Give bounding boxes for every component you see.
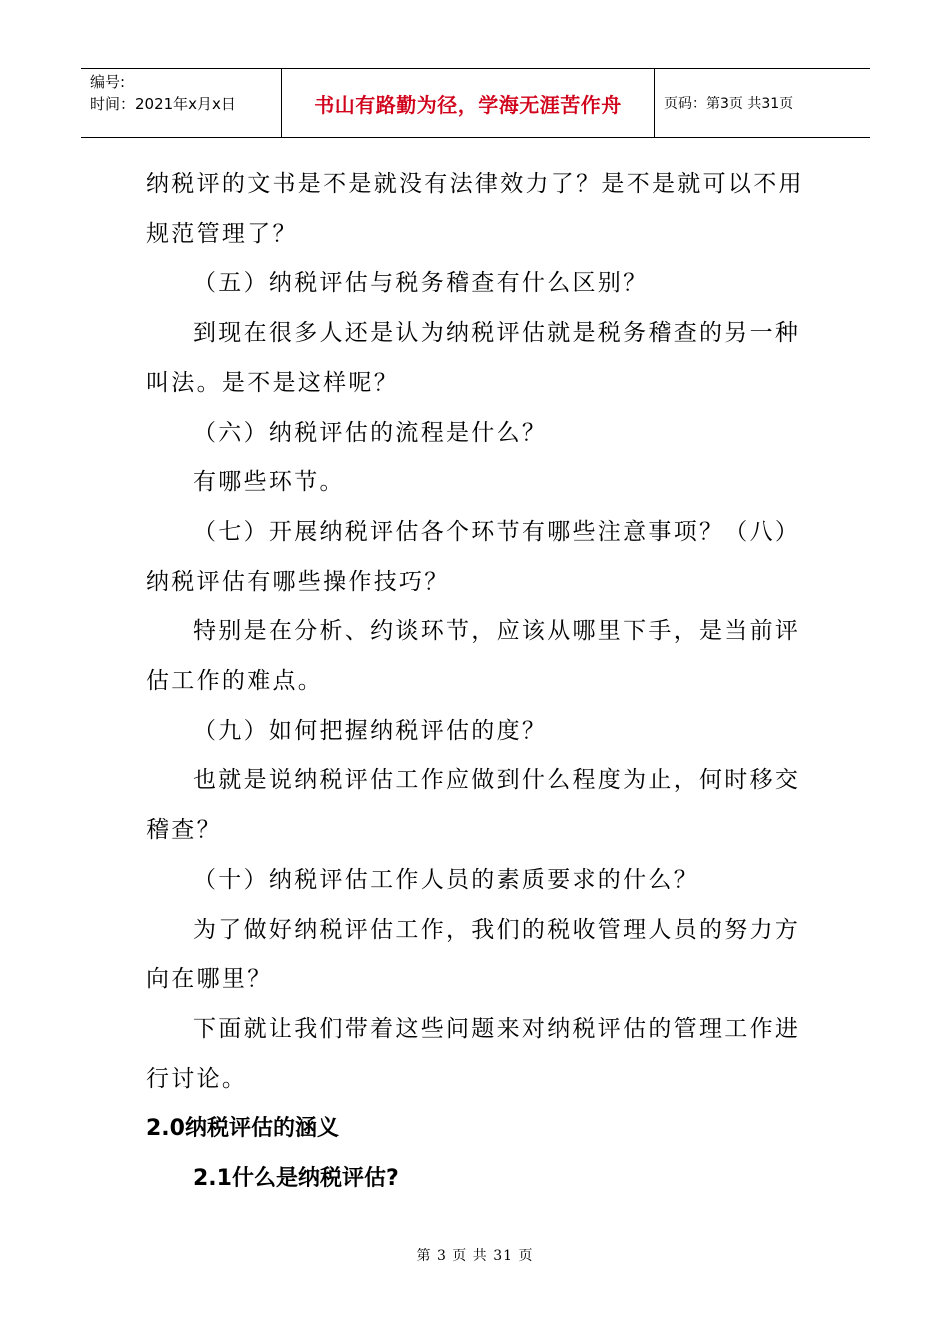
subsection-heading: 2.1什么是纳税评估? xyxy=(193,1166,399,1192)
document-time-label: 时间：2021年x月x日 xyxy=(90,95,236,113)
header-page-info xyxy=(655,69,870,137)
paragraph: 特别是在分析、约谈环节，应该从哪里下手，是当前评估工作的难点。 xyxy=(146,618,801,695)
paragraph: （五）纳税评估与税务稽查有什么区别？ xyxy=(193,270,649,297)
document-body xyxy=(146,160,806,1204)
paragraph: 为了做好纳税评估工作，我们的税收管理人员的努力方向在哪里？ xyxy=(146,916,801,993)
section-heading: 2.0纳税评估的涵义 xyxy=(146,1116,339,1142)
paragraph: （十）纳税评估工作人员的素质要求的什么？ xyxy=(193,866,699,893)
paragraph: （六）纳税评估的流程是什么？ xyxy=(193,419,548,446)
paragraph: 有哪些环节。 xyxy=(193,469,345,496)
paragraph: （九）如何把握纳税评估的度？ xyxy=(193,717,548,744)
paragraph: 下面就让我们带着这些问题来对纳税评估的管理工作进行讨论。 xyxy=(146,1015,801,1092)
page-header xyxy=(81,68,870,138)
page-info-text: 页码：第3页 共31页 xyxy=(664,96,794,112)
page-footer: 第 3 页 共 31 页 xyxy=(416,1248,534,1264)
header-meta xyxy=(81,69,282,137)
document-number-label: 编号: xyxy=(90,73,126,91)
header-motto xyxy=(282,69,655,137)
paragraph: 也就是说纳税评估工作应做到什么程度为止，何时移交稽查？ xyxy=(146,767,801,844)
paragraph: 到现在很多人还是认为纳税评估就是税务稽查的另一种叫法。是不是这样呢？ xyxy=(146,320,801,396)
paragraph: 纳税评的文书是不是就没有法律效力了？是不是就可以不用规范管理了？ xyxy=(146,171,804,247)
motto-text: 书山有路勤为径，学海无涯苦作舟 xyxy=(314,92,622,117)
paragraph: （七）开展纳税评估各个环节有哪些注意事项？（八）纳税评估有哪些操作技巧？ xyxy=(146,518,801,595)
